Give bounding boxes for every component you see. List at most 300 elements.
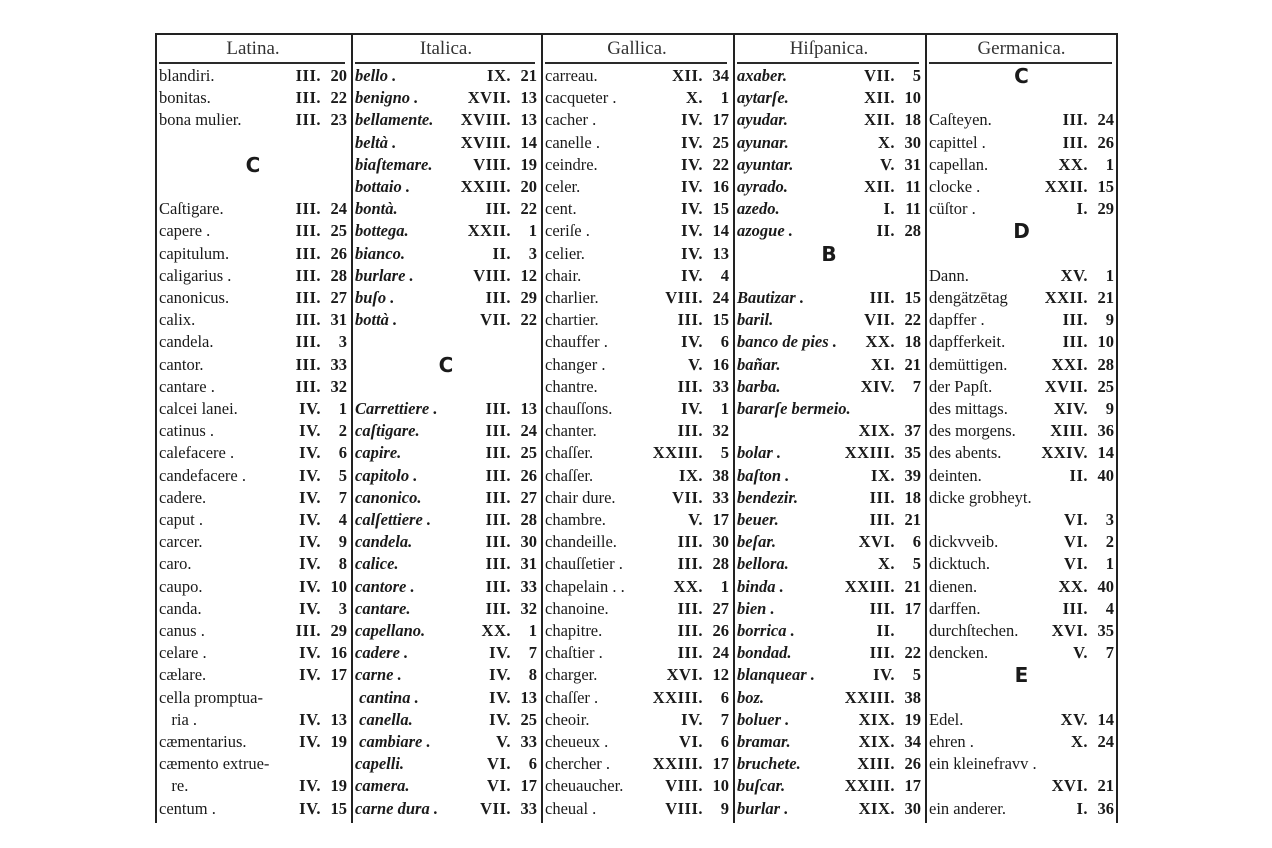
entry-word: Caſteyen. [929,110,992,130]
entry-chapter: IV. [299,532,321,552]
entry-chapter: IV. [299,554,321,574]
entry-row [355,775,537,797]
entry-number: 21 [520,66,537,85]
entry-word: durchſtechen. [929,621,1019,640]
entry-chapter: XVII. [1044,376,1088,396]
entry-chapter: XVII. [467,88,511,108]
entry-row [737,576,921,598]
entry-word: blanquear . [737,665,815,685]
entry-word: dienen. [929,576,978,596]
entry-number: 22 [520,199,537,219]
entry-word: chaſſer. [545,465,594,485]
entry-number: 6 [338,443,347,463]
entry-chapter: XVIII. [460,110,511,130]
entry-row [159,265,347,287]
entry-number: 18 [904,332,921,352]
entry-word: bramar. [737,732,791,751]
entry-row [737,398,921,420]
entry-number: 20 [520,177,537,196]
entry-word: chair. [545,265,582,285]
entry-row [159,509,347,531]
entry-chapter: XVI. [1051,621,1088,640]
entry-chapter: VIII. [665,776,703,796]
entry-number: 3 [338,332,347,352]
entry-chapter: III. [869,288,895,307]
entry-number: 26 [1097,132,1114,152]
entry-chapter: XXIII. [844,687,895,707]
entry-number: 24 [712,643,729,663]
entry-word: cent. [545,199,577,219]
entry-word: charlier. [545,288,599,307]
entry-row [159,664,347,686]
entry-word: azedo. [737,199,780,219]
entry-number: 16 [330,643,347,663]
entry-word: baril. [737,310,774,330]
entry-row [355,198,537,220]
entry-row [355,753,537,775]
entry-number: 32 [330,376,347,396]
entry-chapter: XXIII. [844,776,895,796]
entry-row [545,753,729,775]
entry-row [545,487,729,509]
entry-word: chauſſons. [545,399,613,418]
entry-chapter: XIX. [858,798,895,818]
entry-word: chaſſer . [545,687,599,707]
entry-word: chair dure. [545,487,616,507]
entry-word: cambiare . [355,732,431,751]
entry-row [159,487,347,509]
entry-number: 28 [904,221,921,241]
entry-row [355,731,537,753]
entry-chapter: III. [485,421,511,441]
entry-row [737,775,921,797]
entry-chapter: VIII. [473,265,511,285]
entry-chapter: VI. [1064,532,1088,552]
entry-word: ayrado. [737,177,788,196]
entry-chapter: XIX. [858,732,895,751]
header-rule [737,62,919,64]
entry-chapter: XIX. [858,421,895,441]
entry-chapter: III. [485,576,511,596]
entry-word: changer . [545,354,606,374]
entry-chapter: IV. [681,154,703,174]
entry-word: caupo. [159,576,203,596]
entry-row [355,709,537,731]
entry-row [929,354,1114,376]
entry-number: 27 [712,598,729,618]
entry-number: 5 [720,443,729,463]
entry-chapter: IV. [299,598,321,618]
entry-row [929,287,1114,309]
entry-word: Edel. [929,709,964,729]
entry-number: 6 [912,532,921,552]
entry-number: 14 [1097,709,1114,729]
entry-word: chauſſetier . [545,554,623,574]
entry-word: chaſſer. [545,443,594,463]
column-header: Hiſpanica. [789,38,869,59]
entry-chapter: XXII. [1044,288,1088,307]
entry-row [737,154,921,176]
entry-number: 9 [1105,310,1114,330]
entry-number: 2 [1105,532,1114,552]
entry-row [929,376,1114,398]
entry-word: ehren . [929,732,974,751]
entry-chapter: IV. [681,177,703,196]
entry-chapter: II. [1069,465,1088,485]
entry-number: 22 [904,643,921,663]
entry-chapter: I. [1076,798,1088,818]
entry-word: celare . [159,643,207,663]
entry-number: 37 [904,421,921,441]
entry-chapter: IV. [299,510,321,529]
entry-number: 26 [904,754,921,774]
entry-row [159,553,347,575]
entry-chapter: V. [688,510,703,529]
entry-number: 17 [712,510,729,529]
entry-row [159,376,347,398]
entry-row [159,220,347,242]
entry-chapter: IV. [681,110,703,130]
entry-word: bianco. [355,243,405,263]
entry-number: 35 [1097,621,1114,640]
entry-number: 30 [904,798,921,818]
entry-row [545,287,729,309]
entry-word: chaſtier . [545,643,603,663]
entry-number: 19 [904,709,921,729]
entry-number: 5 [338,465,347,485]
entry-row [929,309,1114,331]
entry-word: demüttigen. [929,354,1008,374]
entry-row [737,709,921,731]
entry-number: 5 [912,665,921,685]
entry-chapter: III. [295,199,321,219]
entry-chapter: III. [869,510,895,529]
entry-number: 1 [1105,154,1114,174]
section-letter: E [1014,663,1029,688]
entry-number: 21 [904,354,921,374]
entry-word: candefacere . [159,465,247,485]
entry-chapter: X. [685,88,703,108]
entry-chapter: VI. [1064,554,1088,574]
entry-chapter: XII. [864,110,895,130]
entry-number: 10 [712,776,729,796]
entry-row [355,65,537,87]
entry-number: 17 [904,598,921,618]
entry-word: ein kleinefravv . [929,754,1037,774]
entry-row [355,687,537,709]
entry-chapter: XII. [672,66,703,85]
entry-chapter: XIII. [1050,421,1088,441]
entry-word: burlar . [737,798,789,818]
header-rule [545,62,727,64]
entry-number: 26 [712,621,729,640]
entry-chapter: IV. [299,399,321,418]
entry-number: 17 [904,776,921,796]
entry-row [929,176,1114,198]
column-header: Italica. [419,38,473,59]
entry-number: 30 [904,132,921,152]
entry-row [737,442,921,464]
entry-chapter: IV. [681,221,703,241]
entry-chapter: IX. [487,66,511,85]
entry-chapter: III. [485,465,511,485]
entry-chapter: XIV. [860,376,895,396]
entry-word: capellan. [929,154,989,174]
entry-word: axaber. [737,66,787,85]
entry-word: chartier. [545,310,599,330]
entry-row [159,87,347,109]
entry-word: calix. [159,310,196,330]
entry-chapter: IV. [299,732,321,751]
entry-word: caſtigare. [355,421,420,441]
entry-row [737,331,921,353]
entry-row [355,265,537,287]
entry-word: bonitas. [159,88,211,108]
entry-number: 33 [712,376,729,396]
entry-chapter: III. [295,243,321,263]
entry-number: 25 [712,132,729,152]
entry-row [355,132,537,154]
entry-number: 28 [520,510,537,529]
entry-number: 1 [528,221,537,241]
entry-chapter: XII. [864,177,895,196]
column-divider [155,33,157,823]
entry-word: cælare. [159,665,207,685]
entry-number: 19 [520,154,537,174]
entry-chapter: VIII. [473,154,511,174]
entry-chapter: XXIII. [652,687,703,707]
entry-word: bellamente. [355,110,434,130]
entry-number: 1 [720,576,729,596]
entry-number: 26 [330,243,347,263]
entry-chapter: XX. [865,332,895,352]
entry-number: 10 [904,88,921,108]
entry-row [159,287,347,309]
entry-number: 29 [1097,199,1114,219]
entry-number: 13 [520,110,537,130]
entry-number: 11 [905,177,921,196]
entry-chapter: XIII. [857,754,895,774]
entry-word: bañar. [737,354,781,374]
entry-chapter: II. [492,243,511,263]
entry-chapter: III. [1062,332,1088,352]
entry-number: 16 [712,354,729,374]
entry-chapter: III. [295,88,321,108]
entry-row [355,531,537,553]
entry-row [159,576,347,598]
entry-number: 34 [712,66,729,85]
entry-chapter: II. [876,621,895,640]
entry-word: banco de pies . [737,332,837,352]
entry-number: 5 [912,66,921,85]
entry-row [159,798,347,820]
entry-word: cheueux . [545,732,609,751]
entry-number: 21 [1097,288,1114,307]
entry-word: benigno . [355,88,419,108]
entry-chapter: XXIII. [844,443,895,463]
entry-row [545,642,729,664]
entry-number: 29 [520,288,537,307]
entry-row [545,132,729,154]
entry-number: 23 [330,110,347,130]
entry-chapter: IV. [299,798,321,818]
entry-row [159,65,347,87]
entry-number: 33 [712,487,729,507]
entry-word: capittel . [929,132,986,152]
entry-row [929,753,1114,775]
entry-chapter: VII. [864,66,895,85]
entry-row [737,664,921,686]
entry-number: 32 [520,598,537,618]
entry-row [737,798,921,820]
entry-row [929,620,1114,642]
entry-word: cadere . [355,643,409,663]
entry-number: 38 [712,465,729,485]
entry-number: 22 [904,310,921,330]
entry-chapter: XXIII. [652,754,703,774]
entry-row [545,265,729,287]
entry-chapter: III. [295,354,321,374]
entry-row [545,731,729,753]
entry-chapter: III. [295,310,321,330]
entry-row [159,731,347,753]
entry-chapter: XXIII. [844,576,895,596]
entry-number: 15 [712,310,729,330]
entry-number: 28 [1097,354,1114,374]
entry-row [737,553,921,575]
entry-chapter: X. [877,132,895,152]
entry-word: canella. [355,709,413,729]
entry-number: 25 [520,709,537,729]
entry-number: 26 [520,465,537,485]
entry-row [545,709,729,731]
entry-number: 3 [528,243,537,263]
entry-word: cantina . [355,687,419,707]
entry-chapter: XX. [673,576,703,596]
entry-row [355,109,537,131]
entry-chapter: III. [677,598,703,618]
entry-chapter: IV. [299,776,321,796]
entry-row [545,687,729,709]
entry-chapter: II. [876,221,895,241]
entry-row [545,87,729,109]
entry-row [159,442,347,464]
entry-chapter: III. [1062,110,1088,130]
entry-chapter: VIII. [665,288,703,307]
entry-number: 17 [712,110,729,130]
entry-chapter: XV. [1060,265,1088,285]
entry-row [737,176,921,198]
column-divider [733,33,735,823]
entry-row [545,576,729,598]
entry-chapter: III. [485,399,511,418]
entry-word: cheuaucher. [545,776,624,796]
entry-chapter: XVI. [858,532,895,552]
entry-chapter: I. [883,199,895,219]
entry-chapter: IV. [489,687,511,707]
entry-number: 7 [720,709,729,729]
entry-word: ayunar. [737,132,789,152]
entry-row [545,309,729,331]
entry-word: carreau. [545,66,598,85]
entry-word: celier. [545,243,585,263]
entry-row [545,220,729,242]
entry-chapter: III. [677,643,703,663]
entry-chapter: III. [295,221,321,241]
entry-chapter: III. [295,265,321,285]
entry-chapter: IX. [679,465,703,485]
entry-word: cantor. [159,354,204,374]
entry-word: carne dura . [355,798,438,818]
entry-row [159,309,347,331]
entry-word: cantare . [159,376,215,396]
section-letter: C [245,152,261,177]
entry-number: 21 [904,510,921,529]
entry-number: 24 [520,421,537,441]
column-hispanica [733,33,925,823]
entry-number: 13 [712,243,729,263]
entry-word: beſar. [737,532,776,552]
section-letter: C [1014,64,1029,88]
entry-number: 13 [520,687,537,707]
glossary-page [155,30,1120,825]
entry-word: canus . [159,621,205,640]
entry-row [545,465,729,487]
entry-number: 14 [712,221,729,241]
entry-number: 15 [904,288,921,307]
entry-row [929,398,1114,420]
entry-chapter: III. [295,288,321,307]
entry-number: 4 [338,510,347,529]
entry-row [545,376,729,398]
entry-number: 31 [330,310,347,330]
entry-word: der Papſt. [929,376,993,396]
entry-number: 7 [338,487,347,507]
entry-row [545,531,729,553]
entry-word: dencken. [929,643,989,663]
entry-row [355,664,537,686]
entry-word: burlare . [355,265,414,285]
entry-word: carne . [355,665,402,685]
entry-chapter: V. [688,354,703,374]
entry-row [545,198,729,220]
entry-word: chapelain . . [545,576,625,596]
entry-chapter: XXIII. [652,443,703,463]
entry-row [737,487,921,509]
entry-row [737,598,921,620]
entry-number: 19 [330,776,347,796]
entry-word: centum . [159,798,216,818]
entry-chapter: IV. [873,665,895,685]
entry-word: caro. [159,554,192,574]
entry-row [929,775,1114,797]
entry-row [159,354,347,376]
entry-word: ceindre. [545,154,598,174]
entry-row [355,220,537,242]
entry-row [929,331,1114,353]
entry-word: baſton . [737,465,790,485]
entry-number: 33 [520,798,537,818]
entry-chapter: III. [677,532,703,552]
entry-word: bello . [355,66,397,85]
entry-row [355,465,537,487]
entry-row [737,465,921,487]
entry-number: 8 [338,554,347,574]
entry-number: 40 [1097,576,1114,596]
entry-chapter: XX. [1058,154,1088,174]
entry-row [545,420,729,442]
entry-number: 25 [520,443,537,463]
